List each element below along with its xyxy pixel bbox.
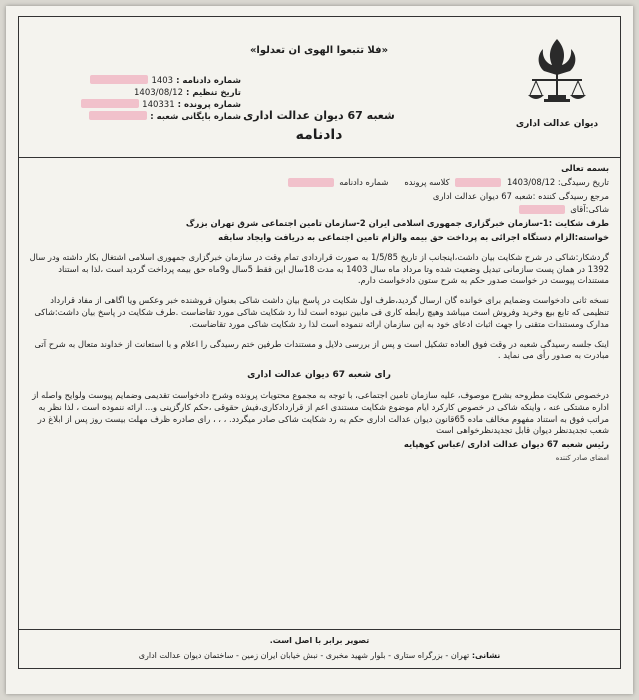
document-header [19, 17, 620, 157]
redaction-mark [90, 75, 148, 84]
meta-row-case-number: شماره پرونده : 140331 [41, 99, 241, 111]
meta-row-archive-number: شماره بایگانی شعبه : [41, 111, 241, 123]
signer-note: امضای صادر کننده [555, 453, 609, 462]
redaction-mark [455, 178, 501, 187]
meta-row-verdict-number: شماره دادنامه : 1403 [41, 75, 241, 87]
redaction-mark [519, 205, 565, 214]
plaintiff-line: شاکی:آقای [29, 204, 609, 216]
document-frame [18, 16, 621, 630]
branch-name: شعبه 67 دیوان عدالت اداری [243, 109, 395, 122]
session-line: تاریخ رسیدگی: 1403/08/12 کلاسه پرونده شماره دادنامه [29, 177, 609, 189]
meta-row-issue-date: تاریخ تنظیم : 1403/08/12 [134, 88, 241, 98]
defendant-line: طرف شکایت :1-سازمان خبرگزاری جمهوری اسلامی ایران 2-سازمان تامین اجتماعی شرق تهران بزرگ [185, 218, 609, 229]
document-page [6, 6, 633, 694]
address-line: نشانی: تهران - بزرگراه ستاری - بلوار شهید مخبری - نبش خیابان ایران زمین - ساختمان دیوان عدالت اداری [138, 651, 501, 660]
logo-caption: دیوان عدالت اداری [515, 119, 599, 129]
document-footer [18, 630, 621, 669]
document-body [29, 163, 609, 467]
copy-paragraph: نسخه ثانی دادخواست وضمایم برای خوانده گان ارسال گردید،طرف اول شکایت در پاسخ بیان داشت شاکی بعنوان فروشنده خبر وعکس ویا اگاهی از مفاد قرارداد تنظیمی که تابع بیع وخرید وفروش است میباشد وهیچ رابطه کاری فی مابین نبوده است لذا رد شکایت شاکی مورد تقاضاست .طرف شکایت در پاسخ بیان داشت:شاکی مدارک ومستندات متقنی را جهت اثبات ادعای خود به این سازمان ارائه ننموده است لذا رد شکایت شاکی مورد تقاضاست. [34, 295, 609, 329]
redaction-mark [288, 178, 334, 187]
session-paragraph: اینک جلسه رسیدگی شعبه در وقت فوق العاده تشکیل است و پس از بررسی دلایل و مستندات طرفین ختم رسیدگی را اعلام و با استعانت از خداوند متعال به شرح آتی مبادرت به صدور رأی می نماید . [34, 338, 609, 361]
document-type-title: دادنامه [295, 127, 343, 143]
metadata-block [41, 75, 241, 123]
emblem-logo [512, 33, 602, 129]
iran-emblem-icon [522, 33, 592, 115]
bismihi-line: بسمه تعالی [561, 163, 609, 173]
verdict-paragraph: درخصوص شکایت مطروحه بشرح موصوف، علیه سازمان تامین اجتماعی، با توجه به مجموع محتویات پرونده وشرح دادخواست تقدیمی وضمایم پیوست ولوایح واصله از اداره مشتکی عنه ، واینکه شاکی در خصوص کارکرد ایام موضوع شکایت مستندی اعم از قراردادکاری،فیش حقوقی ،حکم کارگزینی و... ارائه ننموده است ، لذا نظر به مراتب فوق به استناد مفهوم مخالف ماده 65قانون دیوان عدالت اداری حکم به رد شکایت شاکی صادر میگردد. ، ، ، رای صادره ظرف مهلت بیست روز پس از ابلاغ در شعب تجدیدنظر دیوان قابل تجدیدنظرخواهی است [32, 389, 609, 436]
redaction-mark [81, 99, 139, 108]
verdict-title: رای شعبه 67 دیوان عدالت اداری [247, 370, 391, 381]
referral-line: مرجع رسیدگی کننده :شعبه 67 دیوان عدالت اداری [432, 190, 609, 201]
quran-verse-header: «فلا تتبعوا الهوی ان تعدلوا» [249, 45, 389, 56]
report-paragraph: گردشکار:شاکی در شرح شکایت بیان داشت،اینجانب از تاریخ 1/5/85 به صورت قراردادی تمام وقت در سازمان خبرگزاری جمهوری اسلامی اشتغال بکار داشته ودر سال 1392 در همان پست سازمانی تبدیل وضعیت شده وتا مرداد ماه سال 1403 به مدت 18سال این فقط 5سال و9ماه حق بیمه پرداخت گردید است ،لذا به استناد مستندات پیوست در خواست صدور حکم به شرح ستون دادخواست دارم. [29, 251, 609, 286]
header-divider [19, 157, 620, 158]
request-line: خواسته:الزام دستگاه اجرائی به پرداخت حق بیمه والزام تامین اجتماعی به دریافت وایجاد سابقه [218, 231, 609, 242]
redaction-mark [89, 111, 147, 120]
true-copy-note: تصویر برابر با اصل است. [269, 636, 370, 645]
signature-line: رئیس شعبه 67 دیوان عدالت اداری /عباس کوهپایه [403, 439, 609, 450]
